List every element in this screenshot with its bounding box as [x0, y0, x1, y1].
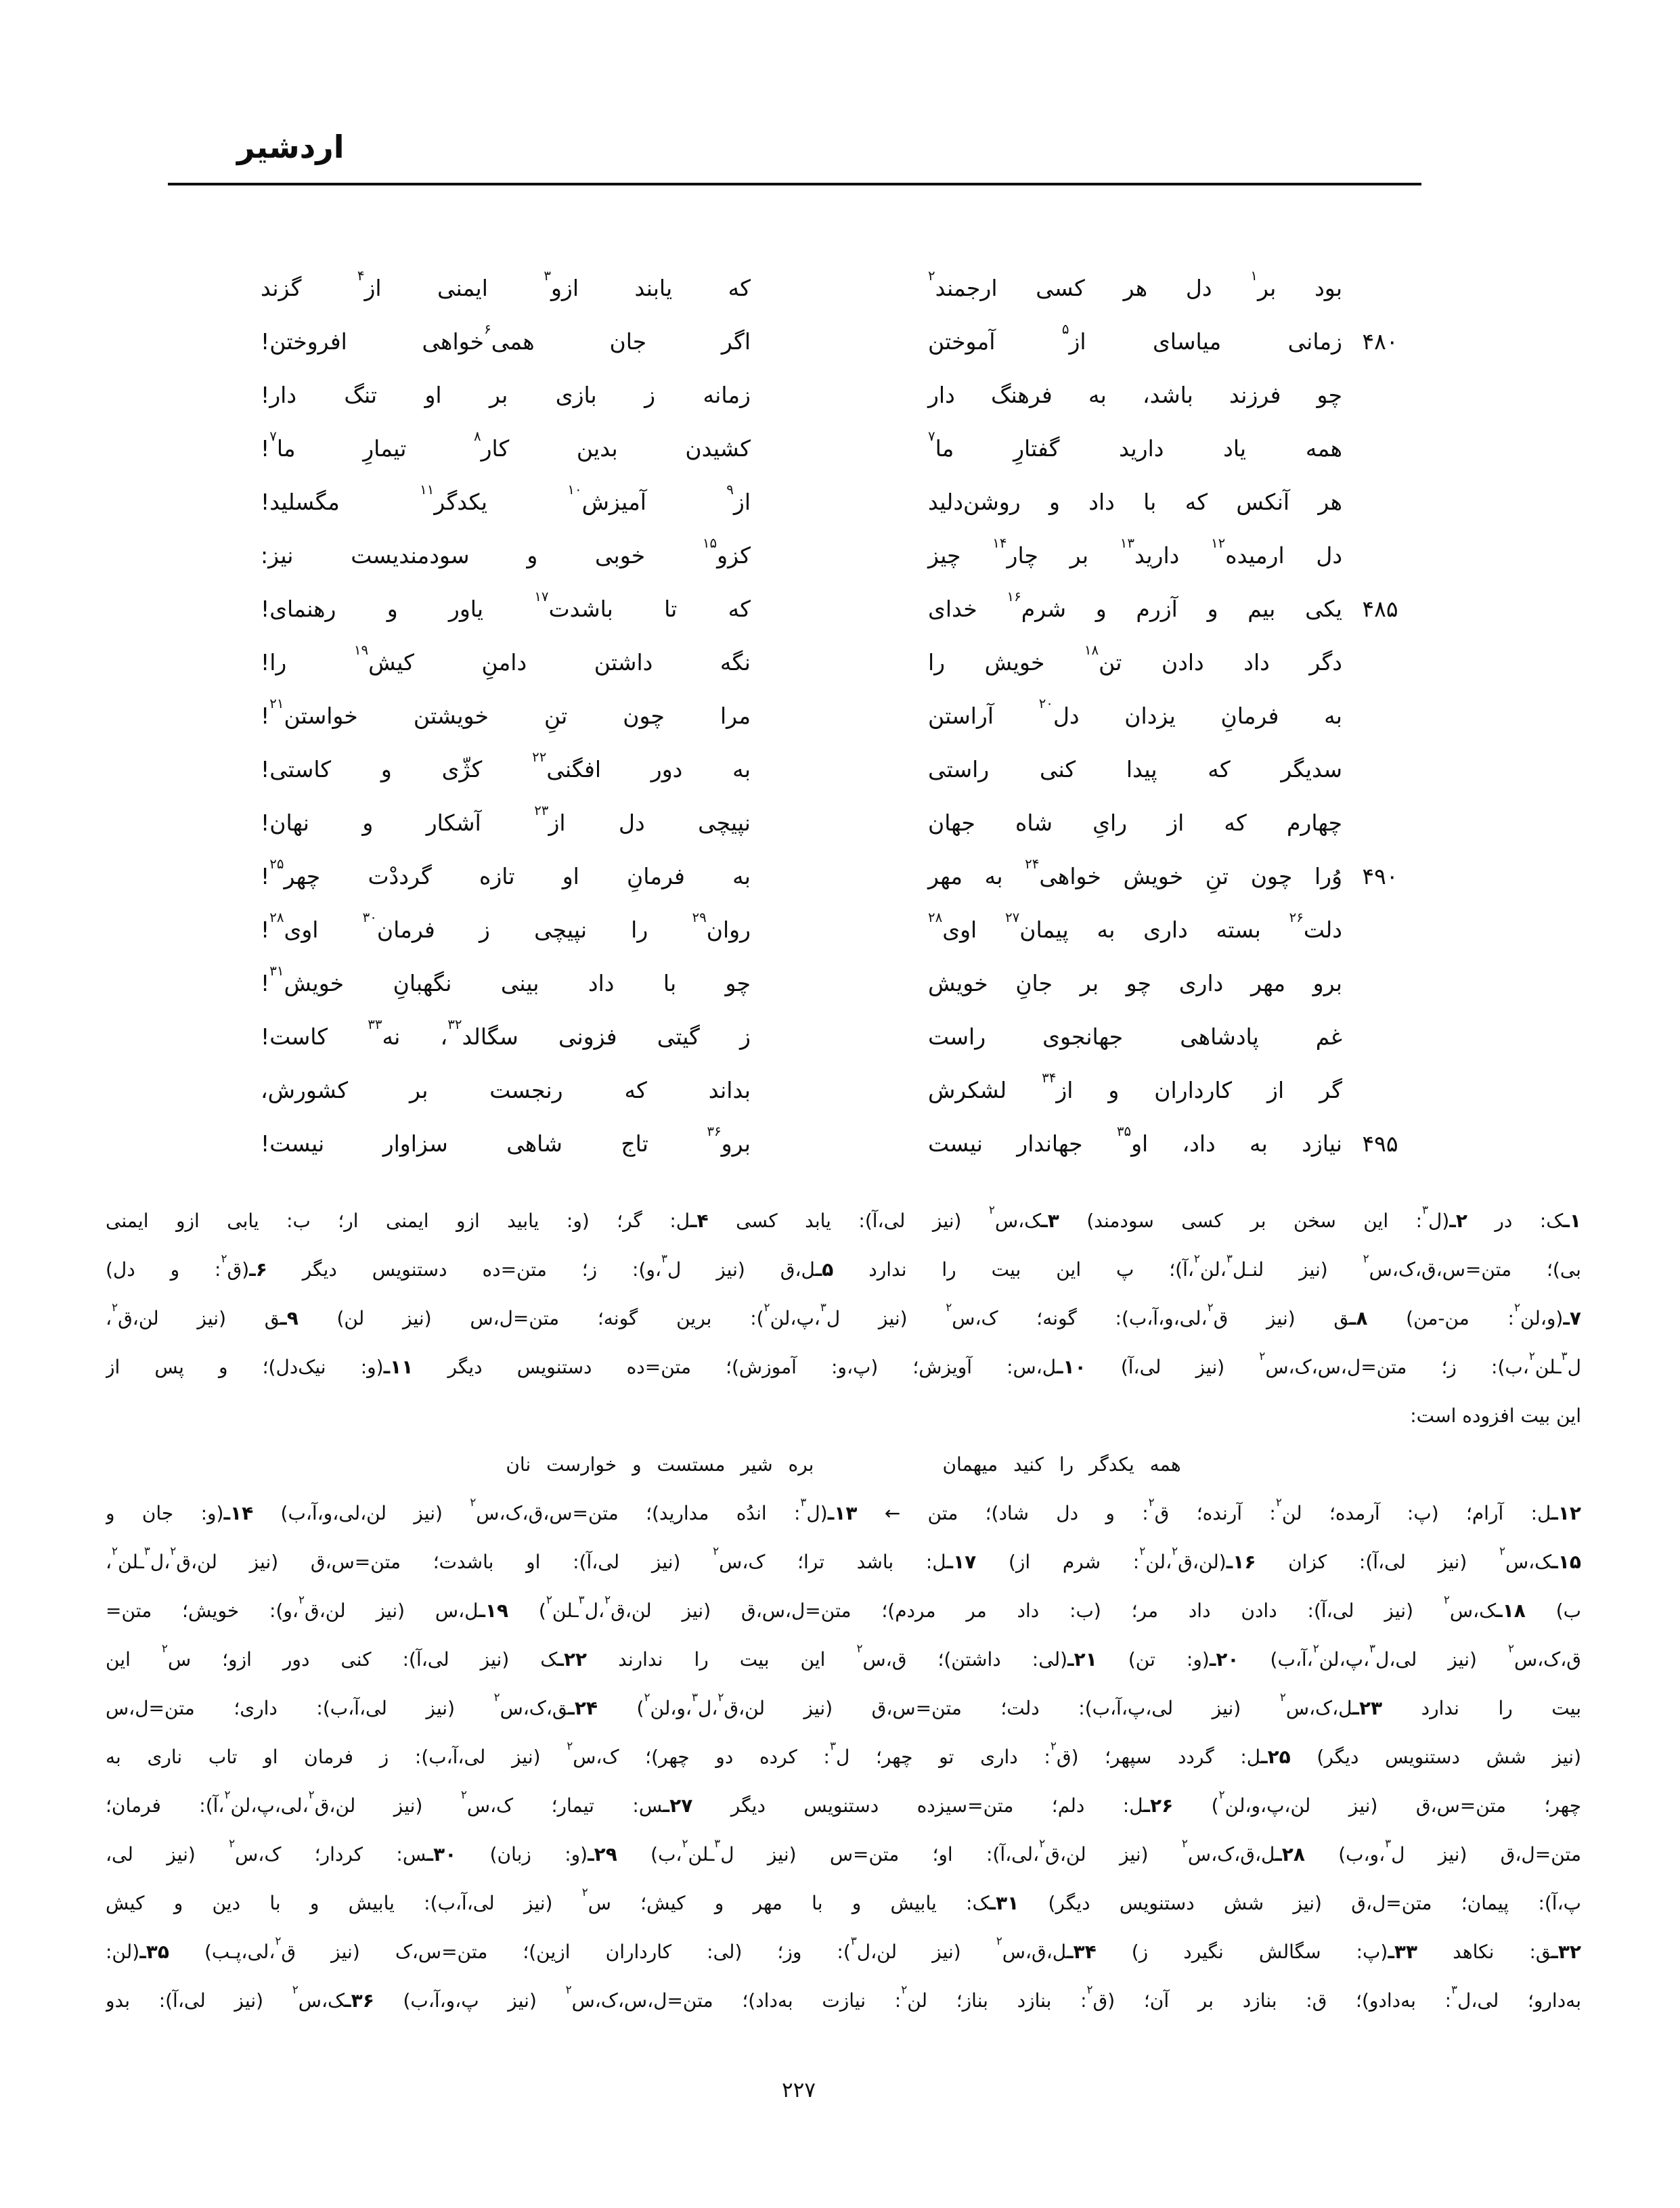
- hemistich-right: بود بر$^۱$ دل هر کسی ارجمند$^۲$: [928, 268, 1342, 301]
- hemistich-right: غم پادشاهی جهانجوی راست: [928, 1023, 1342, 1050]
- hemistich-left: از$^۹$ آمیزش$^{۱۰}$ یکدگر$^{۱۱}$ مگسلید!: [261, 482, 751, 515]
- verse-row: [261, 903, 1418, 956]
- verse-row: [261, 582, 1418, 636]
- verse-number: ۴۸۵: [1362, 596, 1398, 622]
- verse-number: ۴۸۰: [1362, 328, 1398, 355]
- verse-row: [261, 796, 1418, 849]
- hemistich-left: نگه داشتن دامنِ کیش$^{۱۹}$ را!: [261, 642, 751, 676]
- hemistich-right: یکی بیم و آزرم و شرم$^{۱۶}$ خدای: [928, 589, 1342, 622]
- apparatus-line: ۷ـ(و،لن$^۲$: من-من) ۸ـق (نیز ق$^۲$،لی،و،آ،ب): گونه؛ ک،س$^۲$ (نیز ل$^۳$،پ،لن$^۲$): برین گونه؛ متن=ل،س (نیز لن) ۹ـق (نیز لن،ق$^۲$،: [106, 1300, 1581, 1329]
- verse-table: [261, 261, 1418, 1170]
- hemistich-right: وُرا چون تنِ خویش خواهی$^{۲۴}$ به مهر: [928, 856, 1343, 889]
- hemistich-right: دگر داد دادن تن$^{۱۸}$ خویش را: [928, 642, 1342, 676]
- hemistich-left: ز گیتی فزونی سگالد$^{۳۲}$، نه$^{۳۳}$ کاست!: [261, 1017, 751, 1050]
- verse-row: [261, 529, 1418, 582]
- hemistich-right: چهارم که از رایِ شاه جهان: [928, 810, 1342, 836]
- apparatus-line: (نیز شش دستنویس دیگر) ۲۵ـل: گردد سپهر؛ (ق$^۲$: داری تو چهر؛ ل$^۳$: کرده دو چهر)؛ ک،س$^۲$ (نیز لی،آ،ب): ز فرمان او تاب ناری به: [106, 1739, 1581, 1768]
- apparatus-line: بیت را ندارد ۲۳ـل،ک،س$^۲$ (نیز لی،پ،آ،ب): دلت؛ متن=س،ق (نیز لن،ق$^۲$،ل$^۳$،و،لن$^۲$) ۲۴ـق،ک،س$^۲$ (نیز لی،آ،ب): داری؛ متن=ل،س: [106, 1690, 1581, 1719]
- verse-row: [261, 956, 1418, 1010]
- critical-apparatus: [106, 1197, 1581, 2025]
- hemistich-right: دل ارمیده$^{۱۲}$ دارید$^{۱۳}$ بر چار$^{۱۴}$ چیز: [928, 535, 1343, 569]
- verse-number: ۴۹۵: [1362, 1130, 1398, 1157]
- apparatus-line: ل$^۳$ـلن$^۲$،ب): ز؛ متن=ل،س،ک،س$^۲$ (نیز لی،آ) ۱۰ـل،س: آویزش؛ (پ،و: آموزش)؛ متن=ده دستنویس دیگر ۱۱ـ(و: نیک‌دل)؛ و پس از: [106, 1349, 1581, 1378]
- hemistich-left: کزو$^{۱۵}$ خوبی و سودمندیست نیز:: [261, 535, 751, 569]
- hemistich-right: زمانی میاسای از$^۵$ آموختن: [928, 322, 1342, 355]
- verse-row: [261, 422, 1418, 475]
- verse-number: ۴۹۰: [1362, 863, 1398, 889]
- verse-row: [261, 689, 1418, 743]
- apparatus-line: به‌دارو؛ لی،ل$^۳$: به‌دادو)؛ ق: بنازد بر آن؛ (ق$^۲$: بنازد بناز؛ لن$^۲$: نیازت به‌داد)؛ متن=ل،س،ک،س$^۲$ (نیز پ،و،آ،ب) ۳۶ـک،س$^۲$ (نیز لی،آ): بدو: [106, 1983, 1581, 2012]
- verse-row: [261, 636, 1418, 689]
- hemistich-left: نپیچی دل از$^{۲۳}$ آشکار و نهان!: [261, 803, 751, 836]
- apparatus-line: ۳۲ـق: نکاهد ۳۳ـ(پ: سگالش نگیرد ز) ۳۴ـل،ق،س$^۲$ (نیز لن،ل$^۳$): وز؛ (لی: کارداران ازین)؛ متن=س،ک (نیز ق$^۲$،لی،پـب) ۳۵ـ(لن:: [106, 1934, 1581, 1963]
- verse-row: [261, 1063, 1418, 1117]
- hemistich-right: به فرمانِ یزدان دل$^{۲۰}$ آراستن: [928, 696, 1342, 729]
- hemistich-right: سدیگر که پیدا کنی راستی: [928, 756, 1342, 782]
- apparatus-line: ۱ـک: در ۲ـ(ل$^۳$: این سخن بر کسی سودمند) ۳ـک،س$^۲$ (نیز لی،آ): یابد کسی ۴ـل: گر؛ (و: یابید ازو ایمنی ار؛ ب: یابی ازو ایمنی: [106, 1203, 1581, 1232]
- verse-row: [261, 368, 1418, 422]
- verse-row: [261, 849, 1418, 903]
- hemistich-left: چو با داد بینی نگهبانِ خویش$^{۳۱}$!: [261, 963, 751, 996]
- inserted-verse-left: بره شیر مستست و خوارست نان: [506, 1453, 814, 1476]
- hemistich-left: که یابند ازو$^۳$ ایمنی از$^۴$ گزند: [261, 268, 751, 301]
- verse-row: [261, 1117, 1418, 1170]
- apparatus-line: چهر؛ متن=س،ق (نیز لن،پ،و،لن$^۲$) ۲۶ـل: دلم؛ متن=سیزده دستنویس دیگر ۲۷ـس: تیمار؛ ک،س$^۲$ (نیز لن،ق$^۲$،لی،پ،لن$^۲$،آ): فرمان؛: [106, 1788, 1581, 1817]
- verse-row: [261, 261, 1418, 315]
- apparatus-line: ب) ۱۸ـک،س$^۲$ (نیز لی،آ): دادن داد مر؛ (ب: داد مر مردم)؛ متن=ل،س،ق (نیز لن،ق$^۲$،ل$^۳$ـلن$^۲$) ۱۹ـل،س (نیز لن،ق$^۲$،و): خویش؛ متن=: [106, 1593, 1581, 1622]
- apparatus-line: ق،ک،س$^۲$ (نیز لی،ل$^۳$،پ،لن$^۲$،آ،ب) ۲۰ـ(و: تن) ۲۱ـ(لی: داشتن)؛ ق،س$^۲$ این بیت را ندارند ۲۲ـک (نیز لی،آ): کنی دور ازو؛ س$^۲$ این: [106, 1641, 1581, 1671]
- inserted-verse: [106, 1440, 1581, 1489]
- verse-row: [261, 743, 1418, 796]
- hemistich-left: اگر جان همی$^۶$‌خواهی افروختن!: [261, 322, 751, 355]
- verse-row: [261, 475, 1418, 529]
- hemistich-right: نیازد به داد، او$^{۳۵}$ جهاندار نیست: [928, 1124, 1342, 1157]
- hemistich-right: چو فرزند باشد، به فرهنگ دار: [928, 382, 1342, 408]
- apparatus-line: پ،آ): پیمان؛ متن=ل،ق (نیز شش دستنویس دیگر) ۳۱ـک: یابیش و با مهر و کیش؛ س$^۲$ (نیز لی،آ،ب): یابیش و با دین و کیش: [106, 1885, 1581, 1914]
- hemistich-left: به فرمانِ او تازه گرددْت چهر$^{۲۵}$!: [261, 856, 751, 889]
- hemistich-right: همه یاد دارید گفتارِ ما$^۷$: [928, 428, 1342, 462]
- hemistich-left: به دور افگنی$^{۲۲}$ کژّی و کاستی!: [261, 749, 751, 782]
- verse-row: [261, 1010, 1418, 1063]
- apparatus-line: این بیت افزوده است:: [1410, 1405, 1581, 1427]
- hemistich-right: برو مهر داری چو بر جانِ خویش: [928, 970, 1342, 996]
- apparatus-line: بی)؛ متن=س،ق،ک،س$^۲$ (نیز لنـل$^۳$،لن$^۲$،آ)؛ پ این بیت را ندارد ۵ـل،ق (نیز ل$^۳$،و): ز؛ متن=ده دستنویس دیگر ۶ـ(ق$^۲$: و دل): [106, 1252, 1581, 1281]
- hemistich-left: روان$^{۲۹}$ را نپیچی ز فرمان$^{۳۰}$ اوی$^{۲۸}$!: [261, 910, 751, 943]
- hemistich-left: مرا چون تنِ خویشتن خواستن$^{۲۱}$!: [261, 696, 751, 729]
- apparatus-line: متن=ل،ق (نیز ل$^۳$،و،ب) ۲۸ـل،ق،ک،س$^۲$ (نیز لن،ق$^۲$،لی،آ): او؛ متن=س (نیز ل$^۳$ـلن$^۲$،ب) ۲۹ـ(و: زبان) ۳۰ـس: کردار؛ ک،س$^۲$ (نیز لی،: [106, 1836, 1581, 1865]
- hemistich-left: که تا باشدت$^{۱۷}$ یاور و رهنمای!: [261, 589, 751, 622]
- verse-row: [261, 315, 1418, 368]
- hemistich-right: دلت$^{۲۶}$ بسته داری به پیمان$^{۲۷}$ اوی$^{۲۸}$: [928, 910, 1342, 943]
- inserted-verse-right: همه یکدگر را کنید میهمان: [942, 1453, 1181, 1476]
- hemistich-right: هر آنکس که با داد و روشن‌دلید: [928, 489, 1342, 515]
- hemistich-right: گر از کارداران و از$^{۳۴}$ لشکرش: [928, 1070, 1342, 1103]
- hemistich-left: برو$^{۳۶}$ تاج شاهی سزاوار نیست!: [261, 1124, 751, 1157]
- page-number: ۲۲۷: [782, 2078, 816, 2102]
- header-rule: [168, 183, 1421, 185]
- hemistich-left: زمانه ز بازی بر او تنگ دار!: [261, 382, 751, 408]
- apparatus-line: ۱۵ـک،س$^۲$ (نیز لی،آ): کزان ۱۶ـ(لن،ق$^۲$،لن$^۲$: شرم از) ۱۷ـل: باشد ترا؛ ک،س$^۲$ (نیز لی،آ): او باشدت؛ متن=س،ق (نیز لن،ق$^۲$،ل$^۳$ـلن$^۲$،: [106, 1544, 1581, 1573]
- apparatus-line: ۱۲ـل: آرام؛ (پ: آرمده؛ لن$^۲$: آرنده؛ ق$^۲$: و دل شاد)؛ متن ← ۱۳ـ(ل$^۳$: اندُه مدارید)؛ متن=س،ق،ک،س$^۲$ (نیز لن،لی،و،آ،ب) ۱۴ـ(و: جان و: [106, 1495, 1581, 1524]
- hemistich-left: بداند که رنجست بر کشورش،: [261, 1077, 751, 1103]
- hemistich-left: کشیدن بدین کار$^۸$ تیمارِ ما$^۷$!: [261, 428, 751, 462]
- page-title: اردشیر: [237, 129, 345, 165]
